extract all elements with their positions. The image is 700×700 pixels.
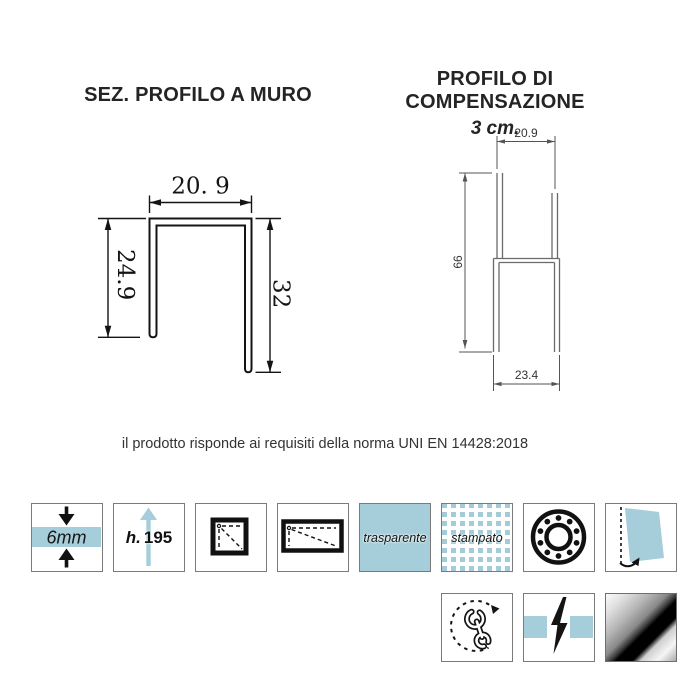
wall-dim-left-label: 24.9 (112, 249, 138, 301)
adjustment-feature (441, 593, 513, 662)
comp-dim-top-label: 20.9 (514, 126, 538, 140)
wall-dim-right-label: 32 (267, 279, 294, 309)
pivot-door-icon (606, 504, 675, 570)
compensation-profile-drawing (440, 120, 580, 400)
wall-profile-title: SEZ. PROFILO A MURO (84, 84, 312, 106)
square-layout-icon (196, 504, 265, 570)
bearing-icon (524, 504, 593, 570)
wall-profile-shape (150, 219, 252, 373)
rectangular-layout-feature (277, 503, 349, 572)
glass-thickness-label: 6mm (46, 527, 87, 548)
comp-dim-left-label: 66 (451, 255, 465, 269)
wall-dim-top-label: 20. 9 (171, 173, 230, 200)
square-layout-feature (195, 503, 267, 572)
safety-glass-feature (523, 593, 595, 662)
adjustment-wrench-icon (442, 594, 511, 660)
chrome-finish-feature (605, 593, 677, 662)
bearing-feature (523, 503, 595, 572)
glass-thickness-feature (31, 503, 103, 572)
rectangular-layout-icon (278, 504, 347, 570)
pivot-door-feature (605, 503, 677, 572)
height-label-prefix: h. (125, 527, 141, 547)
comp-dim-bottom-label: 23.4 (514, 368, 539, 382)
comp-dim-top (497, 136, 555, 189)
wall-profile-drawing (90, 160, 310, 390)
printed-glass-feature (441, 503, 513, 572)
height-label-value: 195 (143, 527, 173, 547)
glass-thickness-icon (32, 504, 101, 570)
height-label (114, 504, 184, 571)
transparent-glass-label: trasparente (363, 530, 427, 545)
transparent-glass-feature (359, 503, 431, 572)
printed-glass-label: stampato (451, 530, 503, 545)
compensation-profile-shape (494, 173, 560, 352)
height-feature (113, 503, 185, 572)
safety-glass-lightning-icon (524, 594, 593, 660)
compensation-profile-subtitle: 3 cm. (470, 118, 520, 139)
compensation-profile-title-text: PROFILO DI COMPENSAZIONE (405, 68, 585, 113)
norm-conformity-note: il prodotto risponde ai requisiti della norma UNI EN 14428:2018 (121, 436, 529, 452)
